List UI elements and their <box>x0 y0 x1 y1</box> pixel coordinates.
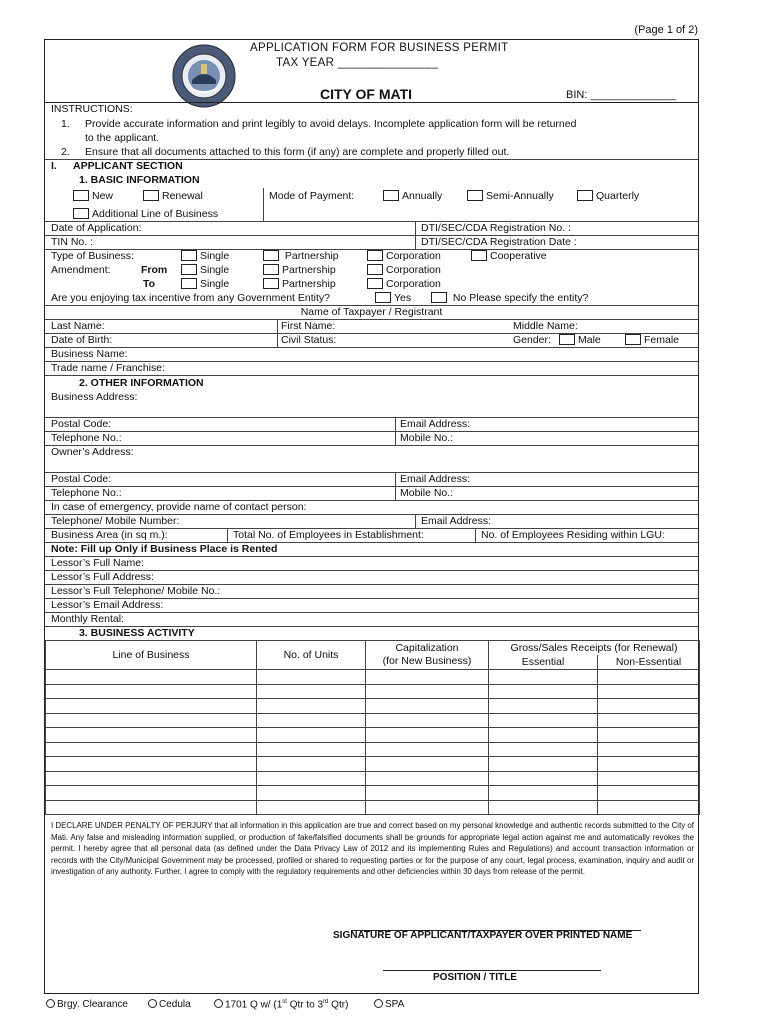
single-label: Single <box>200 250 230 262</box>
cedula-radio[interactable] <box>148 999 157 1008</box>
from-partnership-label: Partnership <box>282 264 336 276</box>
lessor-name-field[interactable]: Lessor’s Full Name: <box>51 557 144 569</box>
telephone-row-2 <box>45 487 698 501</box>
dti-reg-no-field[interactable]: DTI/SEC/CDA Registration No. : <box>421 222 571 234</box>
middle-name-field[interactable]: Middle Name: <box>513 320 578 332</box>
from-corporation-label: Corporation <box>386 264 441 276</box>
date-application-row <box>45 222 698 236</box>
mobile-field[interactable]: Mobile No.: <box>400 432 454 444</box>
semi-annually-label: Semi-Annually <box>486 190 554 202</box>
cooperative-checkbox[interactable] <box>471 250 487 261</box>
monthly-rental-field[interactable]: Monthly Rental: <box>51 613 124 625</box>
table-row[interactable] <box>46 670 700 685</box>
civil-status-field[interactable]: Civil Status: <box>281 334 337 346</box>
business-name-row <box>45 348 698 362</box>
instruction-1-number: 1. <box>61 118 70 130</box>
quarterly-checkbox[interactable] <box>577 190 593 201</box>
corporation-option[interactable] <box>367 250 441 264</box>
col-capitalization-line2: (for New Business) <box>382 655 472 667</box>
taxpayer-heading-row <box>45 306 698 320</box>
type-of-business-row <box>45 250 698 264</box>
from-single-option[interactable] <box>181 264 229 278</box>
page-label: (Page 1 of 2) <box>634 24 698 36</box>
date-of-birth-field[interactable]: Date of Birth: <box>51 334 113 346</box>
brgy-clearance-label: Brgy. Clearance <box>57 999 128 1010</box>
taxpayer-heading: Name of Taxpayer / Registrant <box>300 306 443 318</box>
single-option[interactable] <box>181 250 229 264</box>
gender-label: Gender: <box>513 334 551 346</box>
cedula-label: Cedula <box>159 999 191 1010</box>
col-no-of-units: No. of Units <box>257 641 366 670</box>
cedula-option[interactable] <box>148 999 191 1010</box>
trade-name-row <box>45 362 698 376</box>
col-capitalization <box>366 641 489 670</box>
semi-annually-option[interactable] <box>467 190 554 204</box>
corporation-checkbox[interactable] <box>367 250 383 261</box>
cooperative-option[interactable] <box>471 250 547 264</box>
to-label: To <box>143 278 156 290</box>
annually-label: Annually <box>402 190 443 202</box>
owner-postal-code-field[interactable]: Postal Code: <box>51 473 112 485</box>
business-activity-heading: 3. BUSINESS ACTIVITY <box>79 627 195 639</box>
from-label: From <box>141 264 168 276</box>
table-header-row <box>46 641 700 656</box>
emergency-contact-field[interactable]: In case of emergency, provide name of contact person: <box>51 501 307 513</box>
emergency-row <box>45 501 698 515</box>
annually-checkbox[interactable] <box>383 190 399 201</box>
to-corporation-option[interactable] <box>367 278 441 292</box>
renewal-checkbox[interactable] <box>143 190 159 201</box>
basic-info-heading: 1. BASIC INFORMATION <box>79 174 200 186</box>
table-row[interactable] <box>46 684 700 699</box>
annually-option[interactable] <box>383 190 442 204</box>
trade-name-field[interactable]: Trade name / Franchise: <box>51 362 165 374</box>
brgy-clearance-radio[interactable] <box>46 999 55 1008</box>
spa-option[interactable] <box>374 999 404 1010</box>
q1701-sup-st: st <box>282 999 287 1005</box>
renewal-option[interactable] <box>143 190 203 204</box>
amendment-from-row <box>45 264 698 278</box>
to-partnership-label: Partnership <box>282 278 336 290</box>
name-row <box>45 320 698 334</box>
female-option[interactable] <box>625 334 679 348</box>
new-checkbox[interactable] <box>73 190 89 201</box>
spa-radio[interactable] <box>374 999 383 1008</box>
instruction-1-line2: to the applicant. <box>85 132 160 144</box>
brgy-clearance-option[interactable] <box>46 999 128 1010</box>
female-label: Female <box>644 334 680 346</box>
last-name-field[interactable]: Last Name: <box>51 320 105 332</box>
business-address-field[interactable]: Business Address: <box>51 391 138 403</box>
business-activity-table <box>45 640 700 815</box>
lessor-email-field[interactable]: Lessor’s Email Address: <box>51 599 164 611</box>
quarterly-label: Quarterly <box>596 190 640 202</box>
no-label: No Please specify the entity? <box>452 292 589 304</box>
form-frame <box>44 39 699 994</box>
lessor-phone-field[interactable]: Lessor’s Full Telephone/ Mobile No.: <box>51 585 221 597</box>
q1701-radio[interactable] <box>214 999 223 1008</box>
yes-label: Yes <box>394 292 412 304</box>
mode-of-payment-label: Mode of Payment: <box>269 190 355 202</box>
other-info-heading: 2. OTHER INFORMATION <box>79 377 204 389</box>
table-row[interactable] <box>46 728 700 743</box>
postal-code-field[interactable]: Postal Code: <box>51 418 112 430</box>
form-title: APPLICATION FORM FOR BUSINESS PERMIT <box>250 42 509 54</box>
col-gross-sales: Gross/Sales Receipts (for Renewal) <box>489 641 700 656</box>
table-row[interactable] <box>46 786 700 801</box>
from-partnership-option[interactable] <box>263 264 336 278</box>
note-row <box>45 543 698 557</box>
section-title: APPLICANT SECTION <box>73 160 183 172</box>
section-number: I. <box>51 160 57 172</box>
signature-label: SIGNATURE OF APPLICANT/TAXPAYER OVER PRINTED NAME <box>333 930 633 941</box>
col-line-of-business: Line of Business <box>46 641 257 670</box>
to-single-checkbox[interactable] <box>181 278 197 289</box>
amendment-to-row <box>45 278 698 292</box>
new-label: New <box>92 190 114 202</box>
birth-row <box>45 334 698 348</box>
position-label: POSITION / TITLE <box>433 972 517 983</box>
type-of-business-label: Type of Business: <box>51 250 134 262</box>
no-option[interactable] <box>431 292 588 306</box>
table-row[interactable] <box>46 771 700 786</box>
semi-annually-checkbox[interactable] <box>467 190 483 201</box>
additional-line-checkbox[interactable] <box>73 208 89 219</box>
emergency-phone-field[interactable]: Telephone/ Mobile Number: <box>51 515 180 527</box>
new-option[interactable] <box>73 190 113 204</box>
table-row[interactable] <box>46 757 700 772</box>
partnership-label: Partnership <box>284 250 339 262</box>
col-essential: Essential <box>489 655 598 670</box>
male-label: Male <box>578 334 601 346</box>
spa-label: SPA <box>385 999 405 1010</box>
declaration-text: I DECLARE UNDER PENALTY OF PERJURY that all information in this application are true and correct based on my personal knowledge and authentic records submitted to the City of Mati. Any false and misleading information supplied, or production of fake/falsified documents shall be grounds for appropriate legal action against me and automatically revokes the permit. I hereby agree that all personal data (as defined under the Data Privacy Law of 2012 and its implementing Rules and Regulations) and account transaction information or records with the City/Municipal Government may be processed, profiled or shared to requesting parties or for the purpose of any court, legal process, examination, inquiry and audit or investigation of any authority. Further, I agree to comply with the regulatory requirements and other deficiencies within 30 days from release of the permit. <box>51 821 694 877</box>
to-single-option[interactable] <box>181 278 229 292</box>
from-partnership-checkbox[interactable] <box>263 264 279 275</box>
business-area-row <box>45 529 698 543</box>
owner-telephone-field[interactable]: Telephone No.: <box>51 487 122 499</box>
renewal-label: Renewal <box>162 190 203 202</box>
q1701-sup-rd: rd <box>323 999 329 1005</box>
female-checkbox[interactable] <box>625 334 641 345</box>
male-option[interactable] <box>559 334 601 348</box>
dti-reg-date-field[interactable]: DTI/SEC/CDA Registration Date : <box>421 236 577 248</box>
tax-incentive-question: Are you enjoying tax incentive from any Government Entity? <box>51 292 330 304</box>
to-corporation-checkbox[interactable] <box>367 278 383 289</box>
partnership-option[interactable] <box>263 250 339 264</box>
business-name-field[interactable]: Business Name: <box>51 348 128 360</box>
postal-row-2 <box>45 473 698 487</box>
telephone-row-1 <box>45 432 698 446</box>
col-non-essential: Non-Essential <box>598 655 700 670</box>
rented-note: Note: Fill up Only if Business Place is Rented <box>51 543 278 555</box>
emergency-email-field[interactable]: Email Address: <box>421 515 492 527</box>
to-corporation-label: Corporation <box>386 278 441 290</box>
business-area-field[interactable]: Business Area (in sq m.): <box>51 529 168 541</box>
single-checkbox[interactable] <box>181 250 197 261</box>
amendment-label: Amendment: <box>51 264 111 276</box>
employees-lgu-field[interactable]: No. of Employees Residing within LGU: <box>481 529 665 541</box>
corporation-label: Corporation <box>386 250 441 262</box>
table-row[interactable] <box>46 699 700 714</box>
table-row[interactable] <box>46 800 700 815</box>
tin-row <box>45 236 698 250</box>
yes-option[interactable] <box>375 292 411 306</box>
business-address-row <box>45 377 698 418</box>
from-single-checkbox[interactable] <box>181 264 197 275</box>
instructions-heading: INSTRUCTIONS: <box>51 103 133 115</box>
partnership-checkbox[interactable] <box>263 250 279 261</box>
lessor-name-row <box>45 557 698 571</box>
col-capitalization-line1: Capitalization <box>395 642 459 654</box>
from-single-label: Single <box>200 264 230 276</box>
table-row[interactable] <box>46 742 700 757</box>
city-name: CITY OF MATI <box>320 86 413 102</box>
to-partnership-checkbox[interactable] <box>263 278 279 289</box>
tax-year: TAX YEAR _______________ <box>276 57 439 69</box>
lessor-phone-row <box>45 585 698 599</box>
male-checkbox[interactable] <box>559 334 575 345</box>
owner-mobile-field[interactable]: Mobile No.: <box>400 487 454 499</box>
yes-checkbox[interactable] <box>375 292 391 303</box>
tin-field[interactable]: TIN No. : <box>51 236 94 248</box>
emergency-phone-row <box>45 515 698 529</box>
q1701-option[interactable] <box>214 999 348 1010</box>
owner-email-field[interactable]: Email Address: <box>400 473 471 485</box>
owners-address-field[interactable]: Owner’s Address: <box>51 446 134 458</box>
additional-line-label: Additional Line of Business <box>92 208 219 220</box>
from-corporation-option[interactable] <box>367 264 441 278</box>
owners-address-row <box>45 446 698 473</box>
instruction-2-number: 2. <box>61 146 70 158</box>
total-employees-field[interactable]: Total No. of Employees in Establishment: <box>233 529 424 541</box>
tax-incentive-row <box>45 292 698 306</box>
email-address-field[interactable]: Email Address: <box>400 418 471 430</box>
first-name-field[interactable]: First Name: <box>281 320 336 332</box>
table-row[interactable] <box>46 713 700 728</box>
monthly-rental-row <box>45 613 698 627</box>
lessor-address-row <box>45 571 698 585</box>
application-type-row <box>45 188 698 222</box>
instruction-1-line1: Provide accurate information and print legibly to avoid delays. Incomplete application form will be returned <box>85 118 577 130</box>
lessor-email-row <box>45 599 698 613</box>
cooperative-label: Cooperative <box>490 250 547 262</box>
from-corporation-checkbox[interactable] <box>367 264 383 275</box>
to-partnership-option[interactable] <box>263 278 336 292</box>
telephone-field[interactable]: Telephone No.: <box>51 432 122 444</box>
instruction-2-text: Ensure that all documents attached to this form (if any) are complete and properly filled out. <box>85 146 510 158</box>
q1701-label-b: Qtr to 3 <box>286 999 324 1011</box>
no-checkbox[interactable] <box>431 292 447 303</box>
q1701-label-a: 1701 Q w/ (1 <box>225 999 283 1011</box>
additional-line-option[interactable] <box>73 208 218 222</box>
postal-row-1 <box>45 418 698 432</box>
q1701-label-c: Qtr) <box>328 999 349 1011</box>
quarterly-option[interactable] <box>577 190 639 204</box>
lessor-address-field[interactable]: Lessor’s Full Address: <box>51 571 154 583</box>
date-of-application-field[interactable]: Date of Application: <box>51 222 142 234</box>
to-single-label: Single <box>200 278 230 290</box>
bin-field[interactable]: BIN: ______________ <box>566 89 677 101</box>
